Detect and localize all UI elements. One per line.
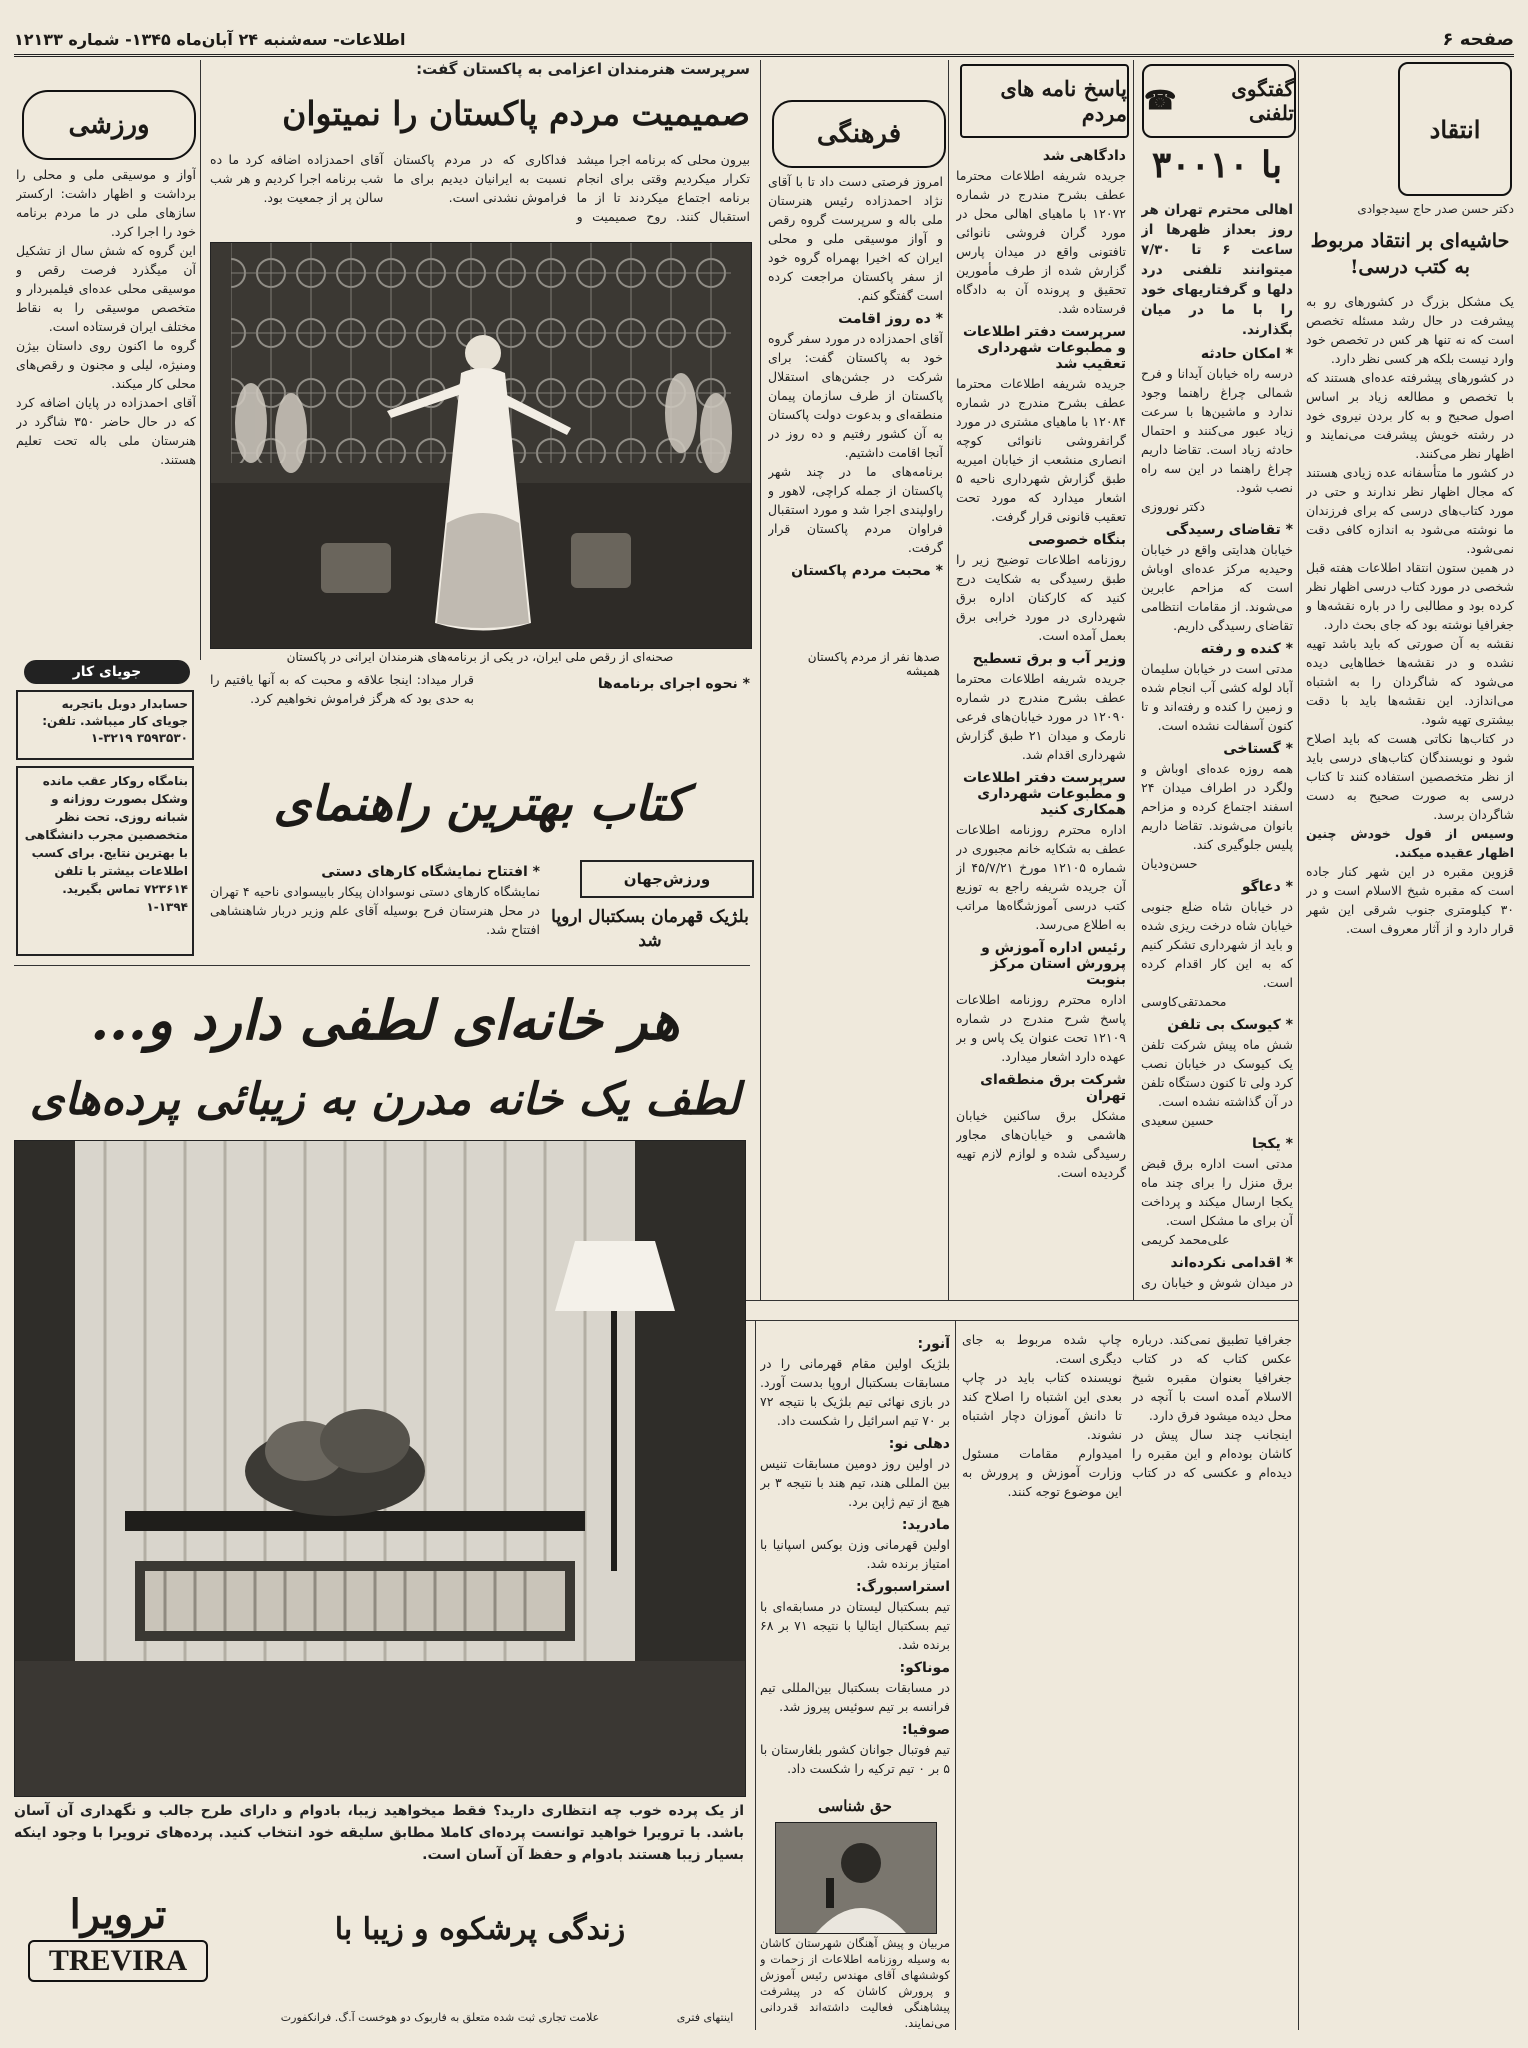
pakistan-body-top <box>210 150 750 240</box>
paragraph: برنامه‌های ما در چند شهر پاکستان از جمله کراچی، لاهور و راولپندی اجرا شد و مورد استقبال فراوان مردم پاکستان قرار گرفت. <box>768 464 943 555</box>
item-title: شرکت برق منطقه‌ای تهران <box>980 1072 1126 1104</box>
trevira-logo-fa: ترویرا <box>69 1891 167 1938</box>
sport-column-body <box>16 165 196 655</box>
phone-intro: اهالی محترم تهران هر روز بعداز ظهرها از ساعت ۶ تا ۷/۳۰ میتوانند تلفنی درد دلها و گرفتاریهای خود را با ما در میان بگذارند. <box>1141 202 1293 338</box>
item-title: صوفیا: <box>901 1722 950 1738</box>
item-title: بنگاه خصوصی <box>1028 532 1126 548</box>
job-ad-1 <box>16 690 194 760</box>
phone-logo <box>1142 64 1296 138</box>
item-text: اداره محترم روزنامه اطلاعات پاسخ شرح مندرج در شماره ۱۲۱۰۹ تحت عنوان یک پاس و بر عهده دارد اشعار میدارد. <box>956 992 1126 1064</box>
pakistan-kicker-text: سرپرست هنرمندان اعزامی به پاکستان گفت: <box>416 60 750 78</box>
masthead <box>14 24 1514 57</box>
caption-text: صدها نفر از مردم پاکستان همیشه <box>807 650 940 678</box>
paragraph: وسیس از قول خودش چنین اظهار عقیده میکند. <box>1306 826 1514 860</box>
item-text: در خیابان شاه ضلع جنوبی خیابان شاه درخت ریزی شده و باید از شهرداری تشکر کنیم که به این کار اقدام کرده است. <box>1141 899 1293 990</box>
telephone-icon: ☎ <box>1144 86 1177 116</box>
sport-logo <box>22 90 196 160</box>
page-number: صفحه ۶ <box>1442 28 1514 50</box>
column-rule <box>755 1320 756 2030</box>
item-title: رئیس اداره آموزش و پرورش استان مرکز بنوبت <box>981 940 1126 988</box>
item-title: * دعاگو <box>1241 879 1293 895</box>
item-text: تیم بسکتبال لیستان در مسابقه‌ای با تیم بسکتبال ایتالیا با نتیجه ۷۱ بر ۶۸ برنده شد. <box>760 1599 950 1652</box>
sport-logo-text: ورزشی <box>68 110 150 140</box>
item-text: جریده شریفه اطلاعات محترما عطف بشرح مندرج در شماره ۱۲۰۷۲ با ماهیای اهالی محل در مورد گران فروشی نانوائی تافتونی واقع در میدان پارس گزارش شده از طرف مأمورین تحقیق و پرونده آن به دادگاه فرستاده شد. <box>956 168 1126 316</box>
item-title: سرپرست دفتر اطلاعات و مطبوعات شهرداری تعقیب شد <box>962 324 1126 372</box>
item-text: اداره محترم روزنامه اطلاعات عطف به شکایه خانم مجبوری در شماره ۱۲۱۰۵ مورخ ۴۵/۷/۲۱ از آن جریده شریفه راجع به توزیع کتب درسی آموزشگاه‌ها مراتب به اطلاع می‌رسد. <box>956 822 1126 932</box>
item-text: مشکل برق ساکنین خیابان هاشمی و خیابان‌های مجاور رسیدگی شده و لوازم لازم تهیه گردیده است. <box>956 1108 1126 1180</box>
item-title: * کنده و رفته <box>1200 641 1293 657</box>
signature: حسین سعیدی <box>1141 1113 1214 1128</box>
job-ad-2 <box>16 766 194 956</box>
subheading: * محبت مردم پاکستان <box>791 563 943 579</box>
item-text: روزنامه اطلاعات توضیح زیر را طبق رسیدگی به شکایت درج کنید که کارکنان اداره برق شهرداری در مورد خرابی برق بعمل آمده است. <box>956 552 1126 643</box>
section-rule <box>14 965 750 966</box>
trevira-logo <box>28 1890 208 1990</box>
column-rule <box>955 1320 956 2030</box>
item-text: بلژیک اولین مقام قهرمانی را در مسابقات بسکتبال اروپا بدست آورد. در بازی نهائی تیم بلژیک با نتیجه ۷۲ بر ۷۰ تیم اسرائیل را شکست داد. <box>760 1356 950 1428</box>
world-sport-label-text: ورزش‌جهان <box>623 870 711 888</box>
subheading: * نحوه اجرای برنامه‌ها <box>597 676 750 692</box>
pakistan-headline-text: صمیمیت مردم پاکستان را نمیتوان <box>282 94 750 133</box>
item-title: مادرید: <box>901 1517 950 1533</box>
portrait-photo <box>775 1822 937 1934</box>
world-sport-results <box>760 1330 950 1790</box>
trevira-fine-print <box>230 2010 650 2030</box>
letters-logo-text: پاسخ نامه های مردم <box>1000 76 1127 126</box>
item-title: موناکو: <box>899 1660 950 1676</box>
dance-photo <box>210 242 752 649</box>
paragraph: امیدوارم مقامات مسئول وزارت آموزش و پرورش به این موضوع توجه کنند. <box>962 1446 1122 1499</box>
paragraph: در همین ستون انتقاد اطلاعات هفته قبل شخصی در مورد کتاب درسی اظهار نظر کرده بود و مطالبی را در باره نقشه‌ها و جغرافیا نوشته بود که جای بحث دارد. <box>1306 560 1514 632</box>
paragraph: جغرافیا تطبیق نمی‌کند. درباره عکس کتاب که در کتاب جغرافیا بعنوان مقبره شیخ الاسلام آمده است با آنچه در محل دیده میشود فرق دارد. <box>1132 1332 1292 1423</box>
paragraph: در کشورهای پیشرفته عده‌ای هستند که با تخصص و مطالعه زیاد بر اساس اصول صحیح و به کار بردن نیروی خود در رشته خویش پیشرفت می‌نمایند و اظهار نظر می‌کنند. <box>1306 370 1514 461</box>
phone-column-body <box>1141 200 1293 1295</box>
rights-text: مربیان و پیش آهنگان شهرستان کاشان به وسیله روزنامه اطلاعات از زحمات و کوششهای آقای مهندس رئیس آموزش و پرورش کاشان که در پیشرفت پیشاهنگی فعالیت داشته‌اند قدردانی می‌نمایند. <box>760 1936 950 2030</box>
item-text: خیابان هدایتی واقع در خیابان وحیدیه مرکز عده‌ای اوباش است که مزاحم عابرین می‌شوند. از مقامات انتظامی تقاضای رسیدگی داریم. <box>1141 542 1293 633</box>
rights-label <box>760 1795 950 1819</box>
paragraph: بیرون محلی که برنامه اجرا میشد تکرار میکردیم وقتی برای انجام برنامه اجتماع میکردند تا از ما استقبال کنند. روح صمیمیت و فداکاری که در مردم پاکستان نسبت به ایرانیان دیدیم برای ما فراموش نشدنی است. <box>393 152 750 224</box>
item-title: آنور: <box>917 1336 950 1352</box>
byline-text: دکتر حسن صدر حاج سیدجوادی <box>1357 202 1514 216</box>
item-title: استراسبورگ: <box>855 1579 950 1595</box>
paragraph: آواز و موسیقی ملی و محلی را برداشت و اظهار داشت: ارکستر سازهای ملی در ما مردم برنامه خود را اجرا کرد. <box>16 167 196 239</box>
book-banner-text: کتاب بهترین راهنمای <box>273 776 687 832</box>
phone-number: با ۳۰۰۱۰ <box>1151 144 1283 186</box>
trevira-agency <box>660 2010 750 2030</box>
trevira-fine-print-text: علامت تجاری ثبت شده متعلق به فاربوک دو هوخست آ.گ. فرانکفورت <box>280 2011 600 2024</box>
item-title: * گستاخی <box>1223 741 1293 757</box>
trevira-slogan-text: زندگی پرشکوه و زیبا با <box>334 1912 626 1947</box>
item-title: * امکان حادثه <box>1200 346 1293 362</box>
culture-logo-text: فرهنگی <box>816 119 902 149</box>
trevira-slogan <box>230 1900 730 1960</box>
signature: حسن‌ودیان <box>1141 856 1198 871</box>
curtain-photo-image <box>15 1141 745 1796</box>
byline <box>1306 200 1514 230</box>
item-text: درسه راه خیابان آیدانا و فرح شمالی چراغ راهنما وجود ندارد و ماشین‌ها با سرعت زیاد عبور می‌کنند و احتمال حادثه زیاد است. تقاضا داریم چراغ راهنما در این سه راه نصب شود. <box>1141 366 1293 495</box>
item-title: سرپرست دفتر اطلاعات و مطبوعات شهرداری همکاری کنید <box>962 770 1126 818</box>
item-title: * تقاضای رسیدگی <box>1165 522 1293 538</box>
paragraph: آقای احمدزاده در پایان اضافه کرد که در حال حاضر ۳۵۰ شاگرد در هنرستان ملی باله تحت تعلیم هستند. <box>16 395 196 467</box>
jobs-label-text: جویای کار <box>72 664 142 680</box>
signature: علی‌محمد کریمی <box>1141 1232 1230 1247</box>
portrait-photo-image <box>776 1823 936 1933</box>
column-rule <box>1133 60 1134 1300</box>
world-sport-label <box>580 860 754 898</box>
phone-number-block <box>1141 140 1293 200</box>
item-text: شش ماه پیش شرکت تلفن یک کیوسک در خیابان نصب کرد ولی تا کنون دستگاه تلفن در آن گذاشته نشده است. <box>1141 1037 1293 1109</box>
item-title: دهلی نو: <box>888 1436 950 1452</box>
issue-line: اطلاعات- سه‌شنبه ۲۴ آبان‌ماه ۱۳۴۵- شماره ۱۲۱۳۳ <box>14 29 406 49</box>
trevira-headline-2-text: لطف یک خانه مدرن به زیبائی پرده‌های <box>29 1074 741 1125</box>
item-text: جریده شریفه اطلاعات محترما عطف بشرح مندرج در شماره ۱۲۰۹۰ در مورد خیابان‌های فرعی نارمک و میدان ۲۱ طبق گزارش شهرداری اقدام شد. <box>956 671 1126 762</box>
paragraph: آقای احمدزاده در مورد سفر گروه خود به پاکستان گفت: برای شرکت در جشن‌های استقلال پاکستان از طرف سازمان پیمان منطقه‌ای و بدعوت دولت پاکستان به آن کشور رفتیم و ده روز در آنجا اقامت داشتیم. <box>768 331 943 460</box>
entegad-logo <box>1398 62 1512 196</box>
item-title: وزیر آب و برق تسطیح <box>972 651 1126 667</box>
trevira-headline-1 <box>20 980 750 1060</box>
caption-text: صحنه‌ای از رقص ملی ایران، در یکی از برنامه‌های هنرمندان ایرانی در پاکستان <box>286 650 674 664</box>
curtain-photo <box>14 1140 746 1797</box>
item-text: جریده شریفه اطلاعات محترما عطف بشرح مندرج در شماره ۱۲۰۸۴ با ماهیای مشتری در مورد گرانفروشی نانوائی کوچه انصاری منشعب از خیابان امیریه طبق گزارش شهرداری ناحیه ۵ اشعار میدارد که مورد تحت تعقیب قانونی قرار گرفت. <box>956 376 1126 524</box>
paragraph: گروه ما اکنون روی داستان بیژن ومنیژه، لیلی و مجنون و رقص‌های محلی کار میکند. <box>16 338 196 391</box>
item-title: * اقدامی نکرده‌اند <box>1170 1255 1293 1271</box>
paragraph: نویسنده کتاب باید در چاپ بعدی این اشتباه را اصلاح کند تا دانش آموزان دچار اشتباه نشوند. <box>962 1370 1122 1442</box>
item-text: مدتی است اداره برق قبض برق منزل را برای چند ماه یکجا ارسال میکند و پرداخت آن برای ما مشکل است. <box>1141 1156 1293 1228</box>
exhibition-title: * افتتاح نمایشگاه کارهای دستی <box>321 864 540 880</box>
paragraph: اینجانب چند سال پیش در کاشان بوده‌ام و این مقبره را دیده‌ام و عکسی که در کتاب چاپ شده مربوط به جای دیگری است. <box>962 1332 1292 1480</box>
paragraph: نقشه به آن صورتی که باید باشد تهیه نشده و در نقشه‌ها خطاهایی دیده می‌شود که شاگردان را به اشتباه می‌اندازد. این نقشه‌ها باید با دقت بیشتری تهیه شود. <box>1306 636 1514 727</box>
item-title: * یکجا <box>1252 1136 1293 1152</box>
item-text: همه روزه عده‌ای اوباش و ولگرد در اطراف میدان ۲۴ اسفند اجتماع کرده و مزاحم بانوان می‌شوند. تقاضا داریم پلیس جلوگیری کند. <box>1141 761 1293 852</box>
item-text: اولین قهرمانی وزن بوکس اسپانیا با امتیاز برنده شد. <box>760 1537 950 1571</box>
jobs-label <box>24 660 190 684</box>
signature: محمدتقی‌کاوسی <box>1141 994 1227 1009</box>
subheading: * ده روز اقامت <box>838 311 943 327</box>
world-sport-headline <box>550 905 750 955</box>
trevira-agency-text: اینتهای فتری <box>676 2011 734 2024</box>
item-text: مدتی است در خیابان سلیمان آباد لوله کشی آب انجام شده و زمین را کنده و رفته‌اند و تا کنون آسفالت نشده است. <box>1141 661 1293 733</box>
pakistan-body-bottom <box>210 670 750 760</box>
paragraph: در کشور ما متأسفانه عده زیادی هستند که مجال اظهار نظر ندارند و حتی در مورد کتاب‌های درسی که برای فرزندان ما نوشته می‌شود به اندازه کافی دقت نمی‌شود. <box>1306 465 1514 556</box>
column-rule <box>760 60 761 1300</box>
exhibition-text: نمایشگاه کارهای دستی نوسوادان پیکار بابیسوادی ناحیه ۴ تهران در محل هنرستان فرح بوسیله آقای علم وزیر دربار شاهنشاهی افتتاح شد. <box>210 884 540 937</box>
right-column-title <box>1306 228 1514 288</box>
right-column-title-text: حاشیه‌ای بر انتقاد مربوط به کتب درسی! <box>1310 230 1510 278</box>
paragraph: یک مشکل بزرگ در کشورهای رو به پیشرفت در حال رشد مسئله تخصص است که نه تنها هر کس در تخصص خود وارد نیست بلکه هر کسی نظر دارد. <box>1306 294 1514 366</box>
paragraph: آقای احمدزاده اضافه کرد ما ده شب برنامه اجرا کردیم و هر شب سالن پر از جمعیت بود. <box>210 152 384 205</box>
trevira-logo-en: TREVIRA <box>28 1940 208 1982</box>
culture-logo <box>772 100 946 168</box>
culture-column-body <box>768 172 943 662</box>
item-title: * کیوسک بی تلفن <box>1167 1017 1293 1033</box>
world-sport-headline-text: بلژیک قهرمان بسکتبال اروپا شد <box>551 907 749 951</box>
column-rule <box>200 60 201 660</box>
column-rule <box>948 60 949 1300</box>
item-text: در اولین روز دومین مسابقات تنیس بین المللی هند، تیم هند با نتیجه ۳ بر هیچ از تیم ژاپن برد. <box>760 1456 950 1509</box>
rights-body <box>760 1935 950 2030</box>
pakistan-headline <box>205 86 750 146</box>
pakistan-kicker <box>380 60 750 84</box>
rights-label-text: حق شناسی <box>818 1797 892 1815</box>
paragraph: این گروه که شش سال از تشکیل آن میگذرد فرصت رقص و موسیقی محلی عده‌ای فیلمبردار و متخصص موسیقی را به نقاط مختلف ایران فرستاده است. <box>16 243 196 334</box>
right-column-body <box>1306 292 1514 2027</box>
bottom-article <box>962 1330 1292 2030</box>
letters-logo <box>960 64 1129 138</box>
dance-photo-caption-2 <box>780 650 940 678</box>
phone-logo-text: گفتگوی تلفنی <box>1231 77 1294 125</box>
trevira-body-text: از یک پرده خوب چه انتظاری دارید؟ فقط میخواهید زیبا، بادوام و دارای طرح جالب و نگهداری آن آسان باشد. با ترویرا خواهید توانست پرده‌ای کاملا مطابق سلیقه خود انتخاب کنید. پرده‌های ترویرا با وجود اینکه بسیار زیبا هستند بادوام و حفظ آن آسان است. <box>14 1803 744 1863</box>
job-ad-text: بنامگاه روکار عقب مانده وشکل بصورت روزانه و شبانه روزی. تحت نظر متخصصین مجرب دانشگاهی با بهترین نتایج. برای کسب اطلاعات بیشتر با تلفن ۷۲۳۶۱۴ تماس بگیرید. ۱۳۹۴-۱ <box>24 774 188 914</box>
column-rule <box>1298 60 1299 2030</box>
exhibition-block <box>210 858 540 958</box>
letters-column-body <box>956 142 1126 1295</box>
job-ad-text: حسابدار دوبل باتجربه جویای کار میباشد. تلفن: ۳۵۹۳۵۳۰ ۳۲۱۹-۱ <box>42 697 188 745</box>
item-text: در میدان شوش و خیابان ری <box>1141 1275 1293 1290</box>
trevira-headline-2 <box>20 1060 750 1140</box>
book-banner <box>210 760 750 850</box>
dance-photo-image <box>211 243 751 648</box>
paragraph: در کتاب‌ها نکاتی هست که باید اصلاح شود و نویسندگان کتاب‌های درسی باید از نظر متخصصین استفاده کنند تا کتاب درسی به صورت صحیح به دست شاگردان برسد. <box>1306 731 1514 822</box>
paragraph: قرار میداد: اینجا علاقه و محبت که به آنها یافتیم را به حدی بود که هرگز فراموش نخواهیم کرد. <box>210 672 474 706</box>
trevira-headline-1-text: هر خانه‌ای لطفی دارد و... <box>90 988 680 1052</box>
dance-photo-caption <box>210 650 750 664</box>
signature: دکتر نوروزی <box>1141 499 1205 514</box>
entegad-logo-text: انتقاد <box>1429 114 1481 144</box>
item-text: در مسابقات بسکتبال بین‌المللی تیم فرانسه بر تیم سوئیس پیروز شد. <box>760 1680 950 1714</box>
item-text: تیم فوتبال جوانان کشور بلغارستان با ۵ بر ۰ تیم ترکیه را شکست داد. <box>760 1742 950 1776</box>
item-title: دادگاهی شد <box>1042 148 1126 164</box>
paragraph: امروز فرصتی دست داد تا با آقای نژاد احمدزاده رئیس هنرستان ملی باله و سرپرست گروه رقص و آواز موسیقی ملی و محلی ایران که اخیرا بهمراه گروه خود از سفر پاکستان مراجعت کرده است گفتگو کنم. <box>768 174 943 303</box>
trevira-body <box>14 1800 744 1890</box>
paragraph: قزوین مقبره در این شهر کنار جاده است که مقبره شیخ الاسلام است و در ۳۰ کیلومتری جنوب شرقی این شهر قرار دارد و از آثار معروف است. <box>1306 864 1514 936</box>
